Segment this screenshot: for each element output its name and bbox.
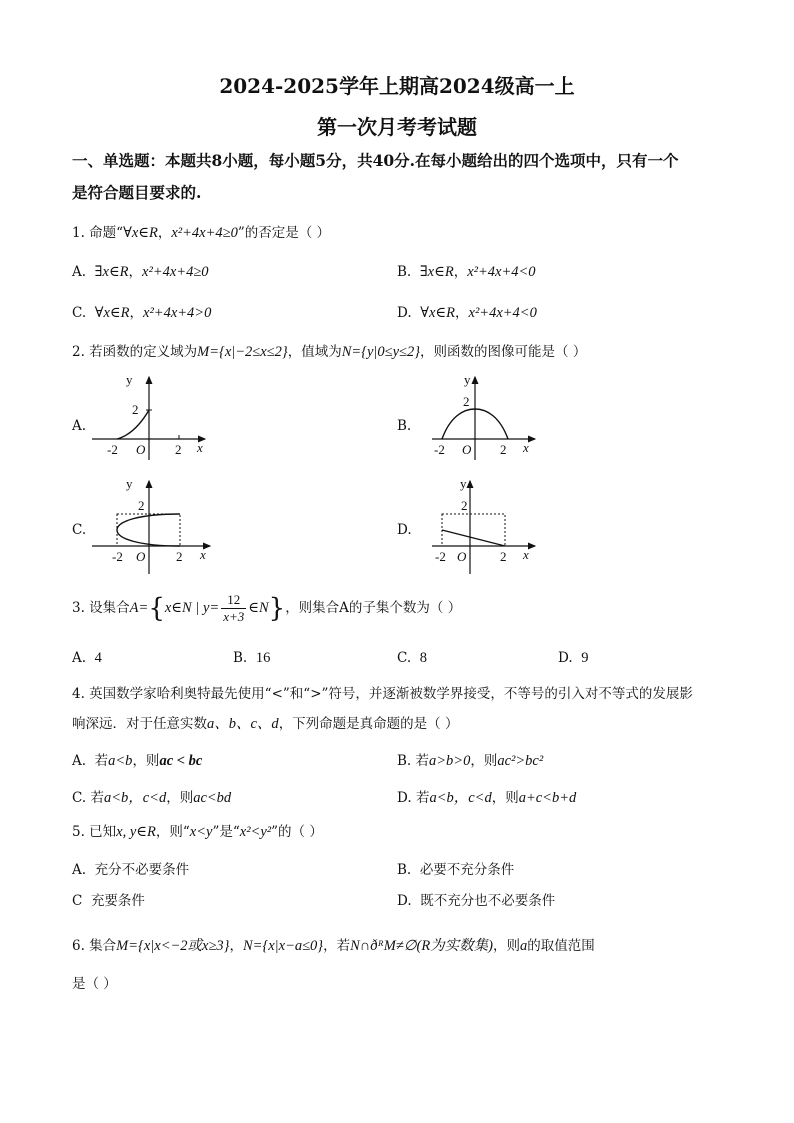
question-4-option-a[interactable]: A. 若a<b，则ac < bc: [72, 753, 203, 769]
question-6-stem-line1: 6. 集合M={x|x<−2或x≥3}，N={x|x−a≤0}，若N∩ðᴿM≠∅(R为实数集)，则a的取值范围: [72, 938, 595, 954]
question-5-stem: 5. 已知x, y∈R，则“x<y”是“x²<y²”的（ ）: [72, 824, 323, 840]
graph-d-y-label: y: [460, 476, 467, 491]
question-4-option-d[interactable]: D. 若a<b，c<d，则a+c<b+d: [397, 790, 577, 806]
graph-b-pos2: 2: [500, 442, 507, 457]
question-1-option-b[interactable]: B. ∃x∈R，x²+4x+4<0: [397, 264, 536, 280]
question-4-stem-line2: 响深远．对于任意实数a、b、c、d，下列命题是真命题的是（ ）: [72, 716, 459, 732]
section-header-line1: 一、单选题：本题共8小题，每小题5分，共40分.在每小题给出的四个选项中，只有一个: [72, 151, 679, 170]
question-2-option-c-label[interactable]: C.: [72, 522, 87, 538]
section-header-line2: 是符合题目要求的.: [72, 183, 202, 202]
question-3-option-a[interactable]: A. 4: [72, 650, 102, 666]
graph-a-y-label: y: [126, 372, 133, 387]
question-1-option-d[interactable]: D. ∀x∈R，x²+4x+4<0: [397, 305, 537, 321]
question-3-stem: 3. 设集合A={x∈N | y= $\frac{12}{x+3}$ ∈N}，则集合A的子集个数为（ ）: [72, 592, 462, 624]
question-5-option-b[interactable]: B. 必要不充分条件: [397, 862, 515, 878]
question-5-option-a[interactable]: A. 充分不必要条件: [72, 862, 190, 878]
graph-d-origin: O: [457, 549, 467, 564]
question-4-stem-line1: 4. 英国数学家哈利奥特最先使用“<”和“>”符号，并逐渐被数学界接受，不等号的引入对不等式的发展影: [72, 686, 693, 702]
graph-d-top-2: 2: [461, 498, 468, 513]
graph-d-line: [442, 530, 505, 546]
question-4-option-c[interactable]: C. 若a<b，c<d，则ac<bd: [72, 790, 232, 806]
graph-d-neg2: -2: [435, 549, 446, 564]
question-1-option-a[interactable]: A. ∃x∈R，x²+4x+4≥0: [72, 264, 209, 280]
graph-a-origin: O: [136, 442, 146, 457]
graph-b[interactable]: [430, 372, 540, 462]
question-2-option-a-label[interactable]: A.: [72, 418, 87, 434]
graph-a-pos2: 2: [175, 442, 182, 457]
graph-c-y-label: y: [126, 476, 133, 491]
graph-b-top-2: 2: [463, 394, 470, 409]
graph-d-pos2: 2: [500, 549, 507, 564]
exam-title-line2: 第一次月考考试题: [317, 115, 477, 139]
graph-c[interactable]: [90, 476, 220, 576]
question-4-option-b[interactable]: B. 若a>b>0，则ac²>bc²: [397, 753, 544, 769]
graph-a-top-2: 2: [132, 402, 139, 417]
graph-b-origin: O: [462, 442, 472, 457]
graph-c-x-label: x: [200, 547, 206, 562]
graph-c-origin: O: [136, 549, 146, 564]
question-5-option-d[interactable]: D. 既不充分也不必要条件: [397, 893, 556, 909]
question-6-stem-line2: 是（ ）: [72, 976, 117, 992]
graph-a-x-label: x: [197, 440, 203, 455]
graph-c-top-2: 2: [138, 498, 145, 513]
question-2-stem: 2. 若函数的定义域为M={x|−2≤x≤2}，值域为N={y|0≤y≤2}，则函数的图像可能是（ ）: [72, 344, 587, 360]
graph-a-neg2: -2: [107, 442, 118, 457]
graph-d-x-label: x: [523, 547, 529, 562]
graph-b-y-label: y: [464, 372, 471, 387]
graph-d[interactable]: [430, 476, 540, 576]
graph-a[interactable]: [90, 372, 210, 462]
question-3-option-b[interactable]: B. 16: [233, 650, 271, 666]
question-2-option-b-label[interactable]: B.: [397, 418, 412, 434]
question-2-option-d-label[interactable]: D.: [397, 522, 412, 538]
question-3-option-c[interactable]: C. 8: [397, 650, 427, 666]
question-1-stem: 1. 命题“∀x∈R，x²+4x+4≥0”的否定是（ ）: [72, 225, 331, 241]
exam-title-line1: 2024-2025学年上期高2024级高一上: [219, 74, 575, 98]
graph-c-pos2: 2: [176, 549, 183, 564]
graph-b-x-label: x: [523, 440, 529, 455]
question-3-option-d[interactable]: D. 9: [558, 650, 589, 666]
graph-c-neg2: -2: [112, 549, 123, 564]
graph-b-neg2: -2: [434, 442, 445, 457]
question-1-option-c[interactable]: C. ∀x∈R，x²+4x+4>0: [72, 305, 212, 321]
question-5-option-c[interactable]: C 充要条件: [72, 893, 145, 909]
